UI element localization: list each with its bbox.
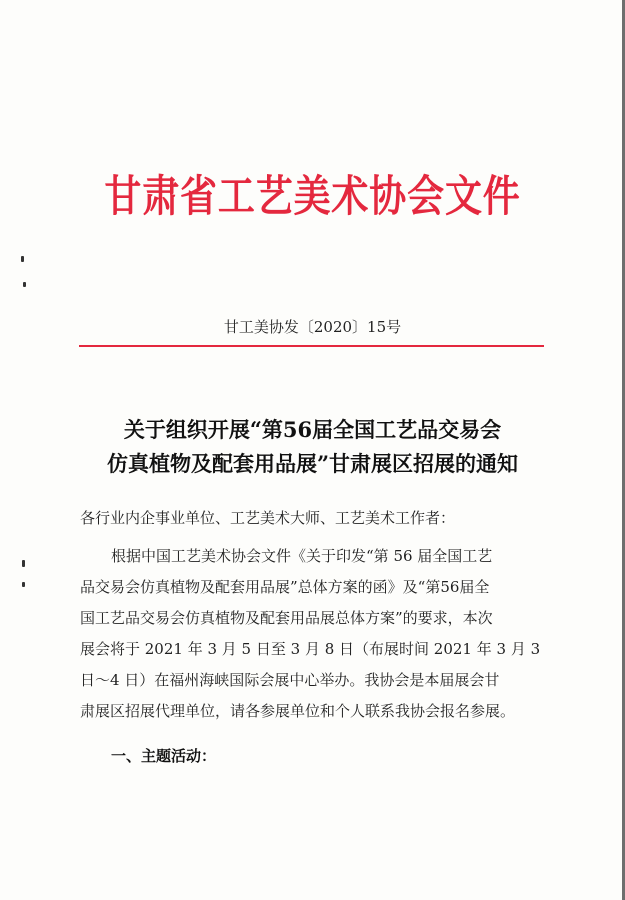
paragraph-line: 品交易会仿真植物及配套用品展”总体方案的函》及“第56届全 (80, 578, 490, 596)
notice-title-line-1: 关于组织开展“第56届全国工艺品交易会 (123, 417, 502, 442)
salutation: 各行业内企事业单位、工艺美术大师、工艺美术工作者： (80, 509, 456, 527)
binding-hole-mark (22, 560, 25, 567)
binding-hole-mark (22, 582, 25, 587)
red-divider-line (79, 345, 544, 347)
binding-hole-mark (21, 256, 24, 262)
body-paragraph (80, 541, 550, 727)
notice-title-line-2: 仿真植物及配套用品展”甘肃展区招展的通知 (106, 451, 519, 476)
paragraph-line: 国工艺品交易会仿真植物及配套用品展总体方案”的要求，本次 (80, 609, 493, 627)
document-header-title: 甘肃省工艺美术协会文件 (104, 172, 521, 222)
document-number: 甘工美协发〔2020〕15号 (223, 318, 402, 336)
paragraph-line: 根据中国工艺美术协会文件《关于印发“第 56 届全国工艺 (111, 547, 493, 565)
paragraph-line: 日～4 日）在福州海峡国际会展中心举办。我协会是本届展会甘 (80, 671, 500, 689)
paragraph-line: 肃展区招展代理单位，请各参展单位和个人联系我协会报名参展。 (80, 702, 516, 720)
paragraph-line: 展会将于 2021 年 3 月 5 日至 3 月 8 日（布展时间 2021 年 3 月 3 (80, 640, 541, 658)
binding-hole-mark (23, 282, 26, 287)
section-heading: 一、主题活动： (111, 747, 217, 765)
